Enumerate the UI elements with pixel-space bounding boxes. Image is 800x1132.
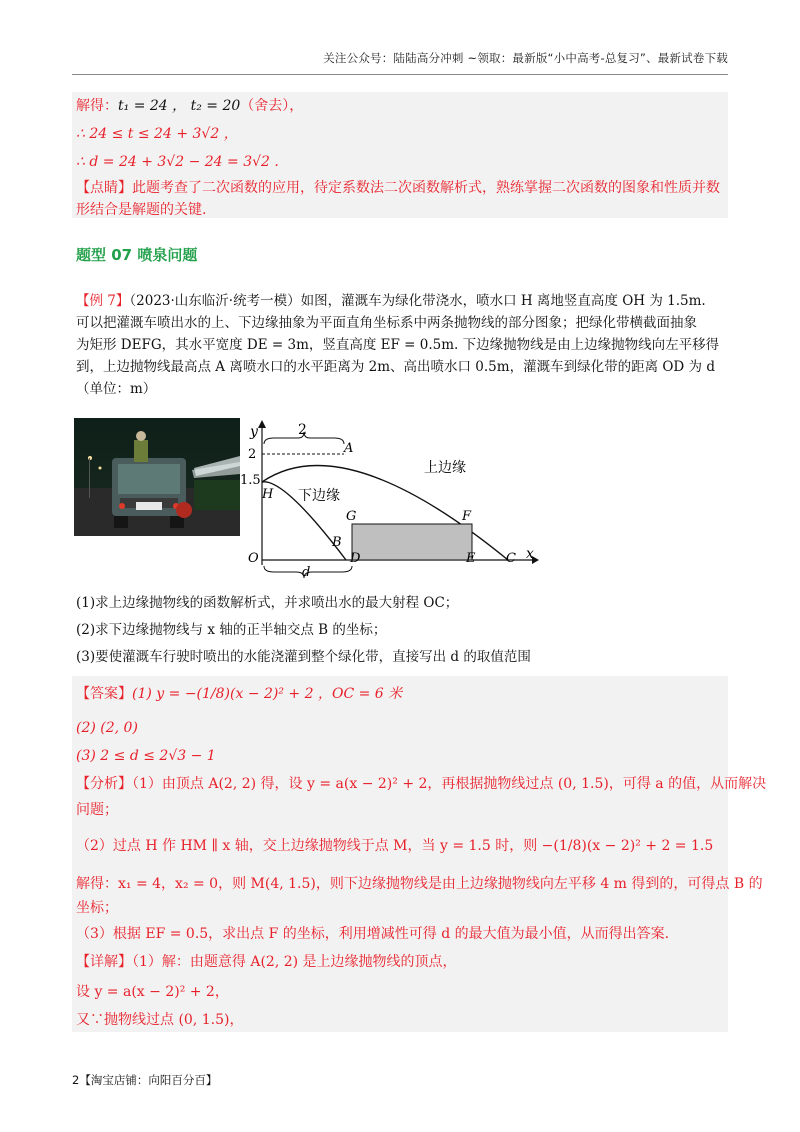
analysis-line-2: （2）过点 H 作 HM ∥ x 轴，交上边缘抛物线于点 M，当 y = 1.5 时，则 −(1/8)(x − 2)² + 2 = 1.5: [76, 838, 714, 854]
label-F: F: [462, 509, 472, 524]
analysis-line-1b: 问题；: [76, 802, 118, 818]
section-title: 题型 07 喷泉问题: [76, 246, 198, 264]
question-1: (1)求上边缘抛物线的函数解析式，并求喷出水的最大射程 OC；: [76, 595, 459, 611]
label-lower-edge: 下边缘: [298, 488, 340, 504]
label-1-5: 1.5: [240, 473, 261, 488]
label-O: O: [248, 551, 259, 566]
detail-line-2: 设 y = a(x − 2)² + 2，: [76, 984, 229, 1000]
label-x: x: [526, 546, 534, 562]
label-y: y: [250, 424, 258, 440]
example-text: 【例 7】（2023·山东临沂·统考一模）如图，灌溉车为绿化带浇水，喷水口 H 离地竖直高度 OH 为 1.5m. 可以把灌溉车喷出水的上、下边缘抽象为平面直角坐标系中两条抛物线的部分图象；把绿化带横截面抽象 为矩形 DEFG，其水平宽度 DE = 3m，竖直高度 EF = 0.5m. 下边缘抛物线是由上边缘抛物线向左平移得 到，上边抛物线最高点 A 离喷水口的水平距离为 2m、高出喷水口 0.5m，灌溉车到绿化带的距离 OD 为 d （单位：m）: [76, 293, 720, 397]
answer-line-1: 【答案】(1) y = −(1/8)(x − 2)² + 2 ，OC = 6 米: [76, 686, 403, 702]
page-header: 关注公众号：陆陆高分冲刺 ~领取：最新版“小中高考-总复习”、最新试卷下载: [323, 51, 728, 65]
label-upper-edge: 上边缘: [424, 460, 466, 476]
solution-line-2: ∴ 24 ≤ t ≤ 24 + 3√2 ，: [76, 126, 238, 142]
label-C: C: [506, 551, 516, 566]
y-axis-arrow: [258, 420, 266, 428]
answer-line-3: (3) 2 ≤ d ≤ 2√3 − 1: [76, 748, 216, 764]
comment-line-1: 【点睛】此题考查了二次函数的应用，待定系数法二次函数解析式，熟练掌握二次函数的图象和性质并数: [76, 180, 720, 196]
label-D: D: [350, 551, 361, 566]
label-2-axis: 2: [248, 447, 257, 462]
label-H: H: [262, 487, 274, 502]
green-belt-rect: [352, 524, 472, 560]
irrigation-truck-photo: [74, 418, 240, 536]
solution-line-3: ∴ d = 24 + 3√2 − 24 = 3√2 .: [76, 154, 279, 170]
analysis-line-3b: 坐标；: [76, 900, 118, 916]
analysis-line-1: 【分析】（1）由顶点 A(2, 2) 得，设 y = a(x − 2)² + 2，再根据抛物线过点 (0, 1.5)，可得 a 的值，从而解决: [76, 776, 767, 792]
label-A: A: [344, 441, 354, 456]
header-rule: [72, 74, 728, 75]
analysis-line-3: 解得：x₁ = 4，x₂ = 0，则 M(4, 1.5)，则下边缘抛物线是由上边缘抛物线向左平移 4 m 得到的，可得点 B 的: [76, 876, 763, 892]
solution-line-1: 解得：t₁ = 24 ， t₂ = 20（舍去），: [76, 98, 304, 114]
parabola-graph: [240, 420, 540, 584]
comment-line-2: 形结合是解题的关键.: [76, 202, 207, 218]
label-2-top: 2: [298, 422, 307, 438]
page-footer: 2【淘宝店铺：向阳百分百】: [72, 1073, 218, 1087]
answer-line-2: (2) (2, 0): [76, 720, 138, 736]
question-2: (2)求下边缘抛物线与 x 轴的正半轴交点 B 的坐标；: [76, 622, 387, 638]
question-3: (3)要使灌溉车行驶时喷出的水能浇灌到整个绿化带，直接写出 d 的取值范围: [76, 649, 531, 665]
label-d: d: [302, 565, 311, 580]
analysis-line-4: （3）根据 EF = 0.5，求出点 F 的坐标，利用增减性可得 d 的最大值为最小值，从而得出答案.: [76, 926, 670, 942]
detail-line-1: 【详解】（1）解：由题意得 A(2, 2) 是上边缘抛物线的顶点，: [76, 954, 457, 970]
label-E: E: [466, 551, 476, 566]
label-B: B: [332, 535, 342, 550]
detail-line-3: 又∵抛物线过点 (0, 1.5)，: [76, 1012, 244, 1028]
label-G: G: [346, 509, 357, 524]
